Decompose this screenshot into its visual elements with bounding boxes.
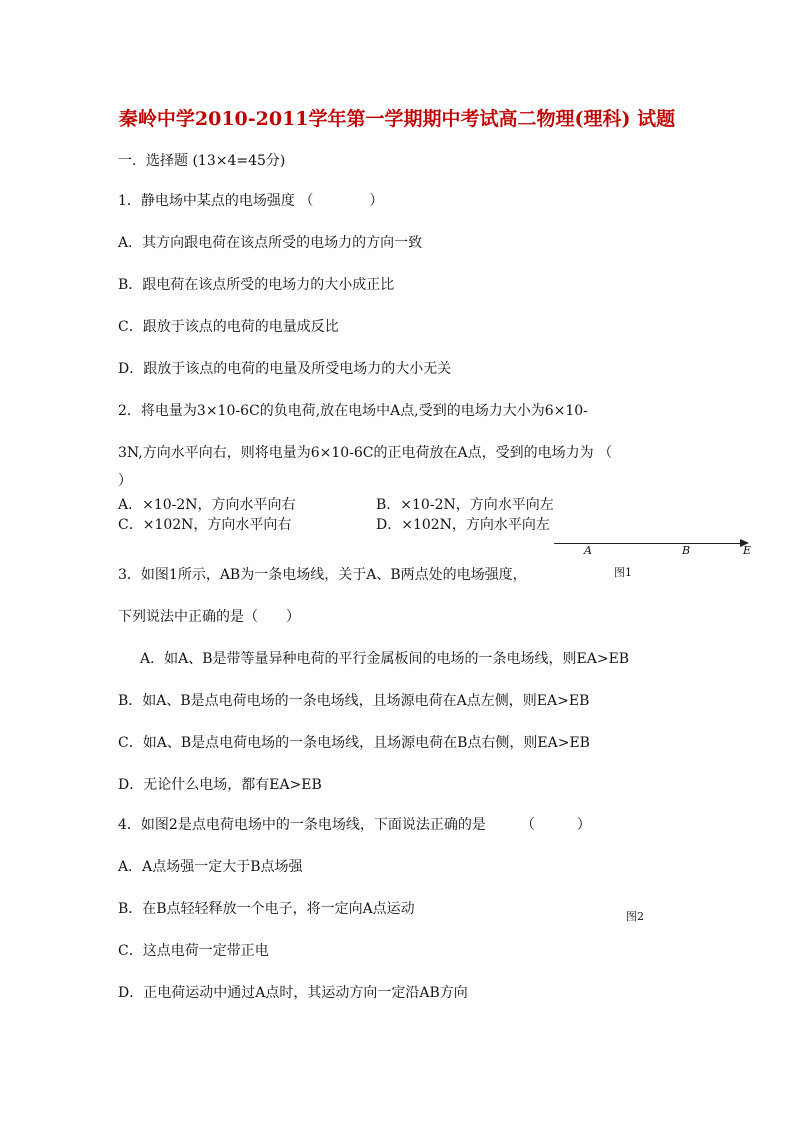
q4-option-a: A．A点场强一定大于B点场强 [118, 859, 303, 875]
q4-stem: 4．如图2是点电荷电场中的一条电场线，下面说法正确的是 （ ） [118, 817, 591, 833]
q1-option-b: B．跟电荷在该点所受的电场力的大小成正比 [118, 277, 395, 293]
q3-option-c: C．如A、B是点电荷电场的一条电场线，且场源电荷在B点右侧，则EA>EB [118, 735, 590, 751]
point-b-label: B [682, 544, 691, 557]
figure-1-caption: 图1 [614, 566, 632, 579]
point-e-label: E [743, 544, 752, 557]
q2-option-c: C．×102N，方向水平向右 [118, 517, 292, 533]
q3-option-a: A．如A、B是带等量异种电荷的平行金属板间的电场的一条电场线，则EA>EB [140, 651, 630, 667]
q4-option-c: C．这点电荷一定带正电 [118, 943, 269, 959]
q1-stem: 1．静电场中某点的电场强度 （ ） [118, 193, 384, 209]
q3-stem-line1: 3．如图1所示，AB为一条电场线，关于A、B两点处的电场强度， [118, 567, 527, 583]
q3-option-d: D．无论什么电场，都有EA>EB [118, 777, 322, 793]
q2-option-d: D．×102N，方向水平向左 [376, 517, 550, 533]
q1-option-c: C．跟放于该点的电荷的电量成反比 [118, 319, 339, 335]
exam-title: 秦岭中学2010-2011学年第一学期期中考试高二物理(理科) 试题 [118, 108, 676, 130]
q2-stem-line1: 2．将电量为3×10-6C的负电荷,放在电场中A点,受到的电场力大小为6×10- [118, 403, 588, 419]
figure-1-field-line [554, 536, 754, 556]
q4-option-d: D．正电荷运动中通过A点时，其运动方向一定沿AB方向 [118, 985, 468, 1001]
q1-option-a: A．其方向跟电荷在该点所受的电场力的方向一致 [118, 235, 423, 251]
q4-option-b: B．在B点轻轻释放一个电子，将一定向A点运动 [118, 901, 415, 917]
q2-stem-line2: 3N,方向水平向右，则将电量为6×10-6C的正电荷放在A点，受到的电场力为 （ [118, 445, 613, 461]
field-line [554, 543, 744, 544]
q2-option-b: B．×10-2N，方向水平向左 [376, 497, 554, 513]
q3-option-b: B．如A、B是点电荷电场的一条电场线，且场源电荷在A点左侧，则EA>EB [118, 693, 590, 709]
q3-stem-line2: 下列说法中正确的是（ ） [118, 609, 300, 625]
point-a-label: A [584, 544, 592, 557]
figure-2-caption: 图2 [626, 910, 644, 923]
q2-stem-line3: ） [118, 473, 132, 489]
q1-option-d: D．跟放于该点的电荷的电量及所受电场力的大小无关 [118, 361, 452, 377]
q2-option-a: A．×10-2N，方向水平向右 [118, 497, 296, 513]
section-heading: 一．选择题 (13×4=45分) [118, 153, 286, 169]
